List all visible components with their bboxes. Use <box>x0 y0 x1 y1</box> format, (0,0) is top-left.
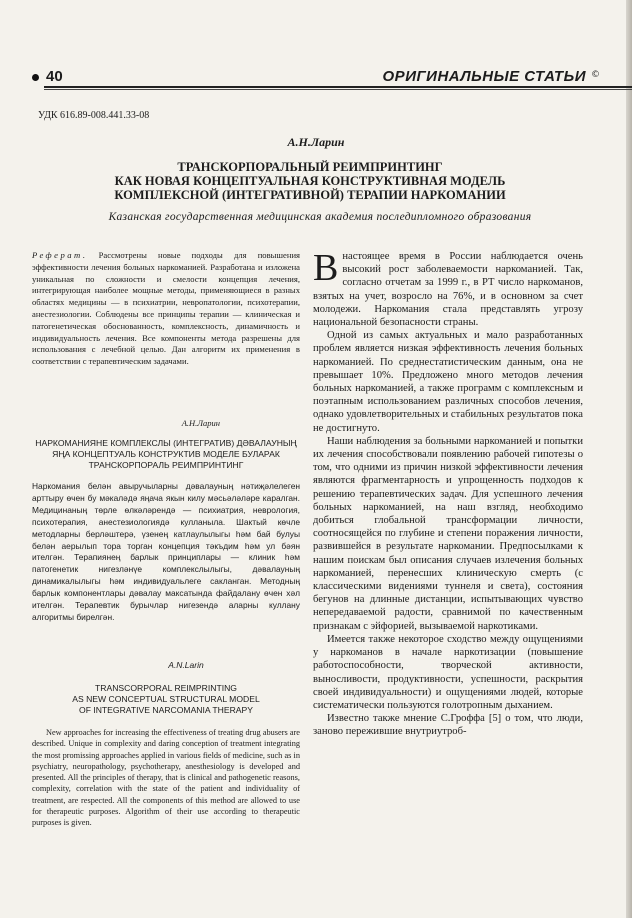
en-title-line: TRANSCORPORAL REIMPRINTING <box>95 683 237 693</box>
udk-code: УДК 616.89-008.441.33-08 <box>38 110 150 121</box>
body-paragraph: Одной из самых актуальных и мало разработанных проблем является низкая эффективность лечения больных наркоманией. По среднестатистическим данным, она не превышает 10%. Предложено много методов лечения больных наркоманией, а также программ с комплексным и поэтапным использованием различных способов лечения, однако удовлетворительных и стабильных результатов пока не достигнуто. <box>313 330 583 434</box>
body-paragraph: Известно также мнение С.Гроффа [5] о том, что люди, заново пережившие внутриутроб- <box>313 713 583 738</box>
abstract-en-body: New approaches for increasing the effectiveness of treating drug abusers are described. Unique in complexity and daring conception of treatment integrating the most promissing approaches applied in various fields of medicine, such as in psychiatry, neuropathology, psychotherapy, anesthesiology is developed and presented. All the principles of therapy, that is clinical and pathogenetic reasons, complexity, correlation with the state of the patient and individuality of treatment, are respected. All the components of this method are allowed to use for therapeutic purposes. Algorithm of their use according to therapeutic purposes is given. <box>32 728 300 828</box>
page-number: 40 <box>46 68 63 85</box>
abstract-label: Реферат. <box>32 250 88 260</box>
abstract-en-author: A.N.Larin <box>168 660 204 670</box>
body-paragraph <box>313 247 583 329</box>
section-title: ОРИГИНАЛЬНЫЕ СТАТЬИ <box>382 68 586 85</box>
en-title-line: OF INTEGRATIVE NARCOMANIA THERAPY <box>79 705 253 715</box>
dropcap: В <box>313 247 339 289</box>
title-line: КОМПЛЕКСНОЙ (ИНТЕГРАТИВНОЙ) ТЕРАПИИ НАРКОМАНИИ <box>114 188 506 202</box>
bullet-icon <box>32 74 39 81</box>
abstract-text: Рассмотрены новые подходы для повышения эффективности лечения больных наркоманией. Разработана и изложена уникальная по сложности и смелости концепция лечения, интегрирующая наиболее мощные методы, применяющиеся в разных областях медицины — в психиатрии, невропатологии, психотерапии, анестезиологии. Соблюдены все принципы терапии — клиническая и патогенетическая обоснованность, комплексность, динамичность и индивидуальность лечения. Все компоненты метода разрешены для использования с лечебной целью. Дан алгоритм их применения в соответствии с терапевтическим задачами. <box>32 250 301 367</box>
body-text: настоящее время в России наблюдается очень высокий рост заболеваемости наркоманией. Так, согласно отчетам за 1999 г., в РТ число наркоманов, взятых на учет, возросло на 76%, и в основном за счет молодежи. Наркомания стала представлять угрозу национальной безопасности страны. <box>313 251 583 329</box>
abstract-en-text <box>32 727 300 829</box>
header-mark: © <box>591 70 600 80</box>
body-paragraph: Имеется также некоторое сходство между ощущениями у наркоманов в начале наркотизации (повышение работоспособности, творческой активности, выносливости, продуктивности, успешности, раскрытия своей индивидуальности) и ощущениями людей, которые систематически пользуются голотропным дыханием. <box>313 633 583 711</box>
title-line: КАК НОВАЯ КОНЦЕПТУАЛЬНАЯ КОНСТРУКТИВНАЯ МОДЕЛЬ <box>114 174 506 188</box>
en-title-line: AS NEW CONCEPTUAL STRUCTURAL MODEL <box>72 694 260 704</box>
article-author: А.Н.Ларин <box>287 135 345 149</box>
title-line: ТРАНСКОРПОРАЛЬНЫЙ РЕИМПРИНТИНГ <box>177 160 443 174</box>
article-body <box>313 247 583 739</box>
abstract-en-title <box>32 683 300 716</box>
header-rule-thin <box>44 89 632 90</box>
body-paragraph: Наши наблюдения за больными наркоманией и попытки их лечения способствовали появлению рабочей гипотезы о том, что одними из причин низкой эффективности лечения являются фрагментарность и упрощенность подходов к решению терапевтических задач. Для успешного лечения больных наркоманией, на наш взгляд, необходимо добиться глобальной трансформации личности, соотносящейся по глубине и степени поражения личности, развившейся в результате наркомании. Предпосылками к нашим поискам был описания случаев излечения больных наркоманией, перенесших клиническую смерть (с классическими видениями туннеля и света), состояния бегунов на длинные дистанции, испытывающих чувство непередаваемой радости, сравнимой по качественным признакам с эйфорией, вызываемой наркотиками. <box>313 435 583 632</box>
affiliation: Казанская государственная медицинская академия последипломного образования <box>108 211 532 223</box>
header-rule <box>44 86 632 88</box>
abstract-tt-text: Наркомания белән авыручыларны дәвалауның нәтиҗәлелеген арттыру өчен бу мәкаләдә яңача якын килу мәсьәләләре каралган. Медицинаның төрле өлкәләрендә — психиатрия, неврология, психотерапия, анестезиологиядә кулланыла. Шактый көчле методларны берләштерә, үзенең катлаулылыгы һәм бай булуы белән аерылып тора торган концепция тәкъдим һәм ул бәян ителгән. Терапиянең барлык принциплары — клиник һәм патогенетик нигезләнүе комплекслылыгы, дәвалауның динамикалылыгы һәм индивидуальлеге сакланган. Методның барлык компонентлары дәвалау максатында файдалану өчен хәл ителгән. Терапевтик бурычлар нигезендә аларны куллану алгоритмы бирелгән. <box>32 481 300 622</box>
abstract-tt-author: А.Н.Ларин <box>181 418 220 428</box>
abstract-tt-title: НАРКОМАНИЯНЕ КОМПЛЕКСЛЫ (ИНТЕГРАТИВ) ДӘВАЛАУНЫҢ ЯҢА КОНЦЕПТУАЛЬ КОНСТРУКТИВ МОДЕЛЕ БУЛАРАК ТРАНСКОРПОРАЛЬ РЕИМПРИНТИНГ <box>35 438 297 470</box>
article-title <box>60 160 560 202</box>
abstract-ru <box>32 250 300 368</box>
